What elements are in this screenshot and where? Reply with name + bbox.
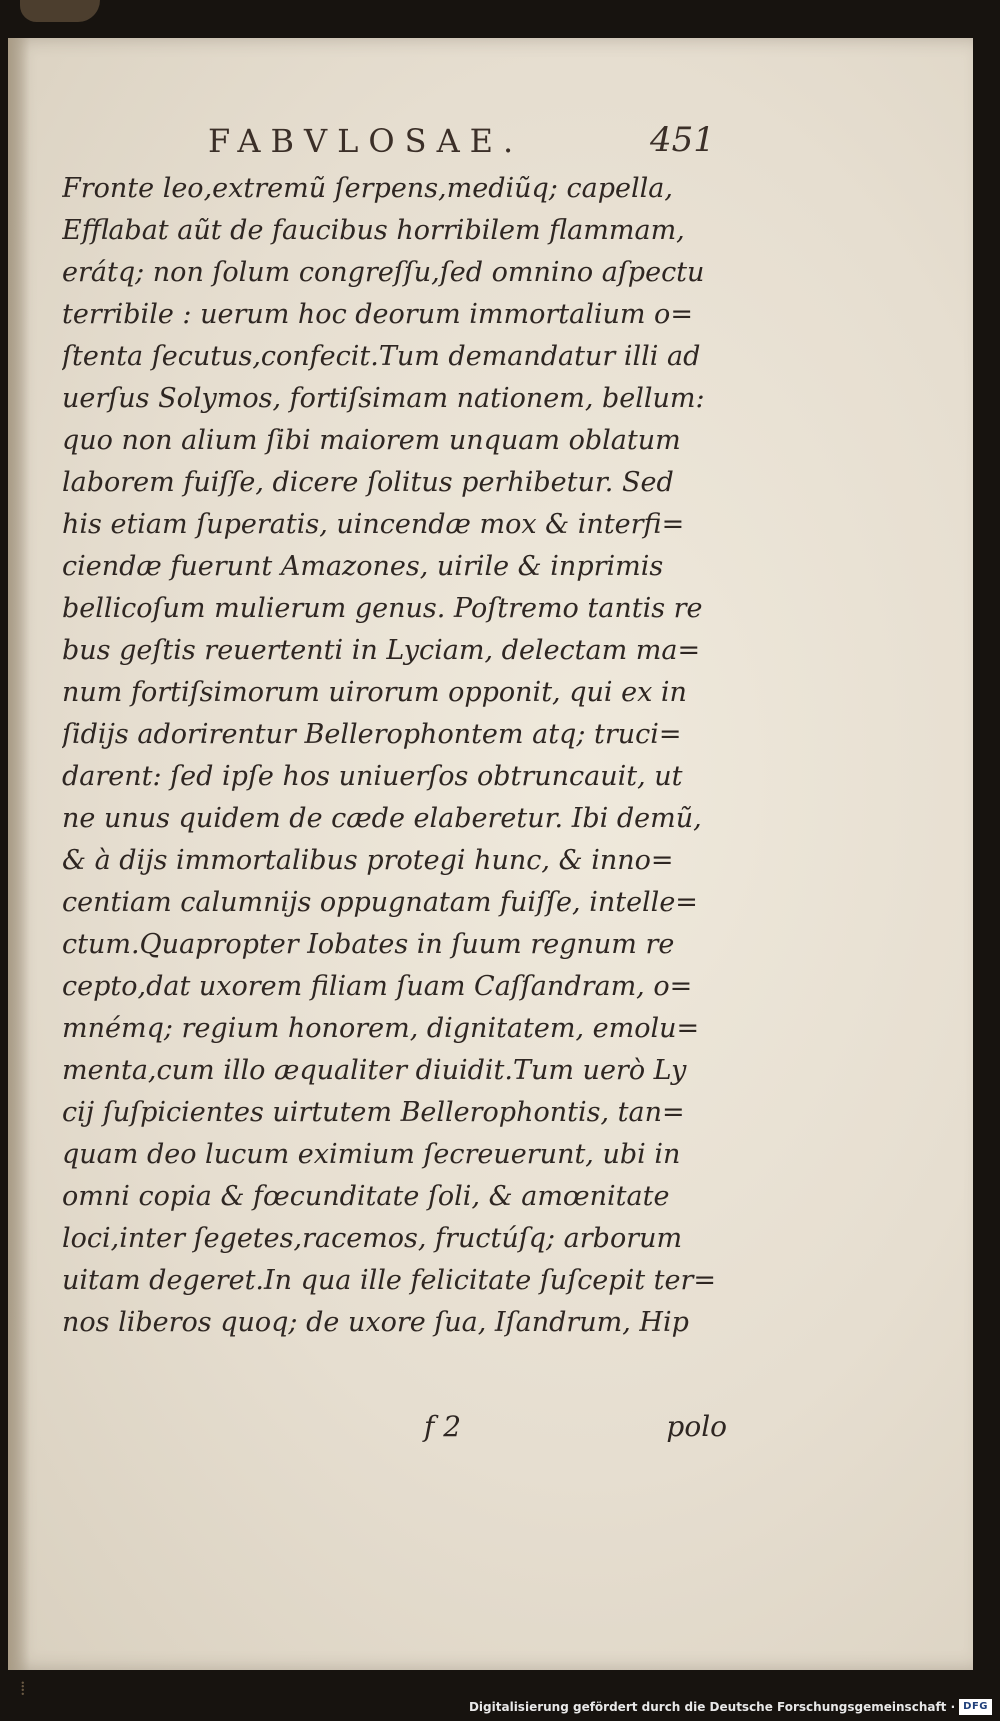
- text-line: ſtenta ſecutus,confecit.Tum demandatur illi ad: [62, 341, 701, 372]
- text-line: terribile : uerum hoc deorum immortalium o=: [62, 299, 693, 330]
- text-line: mnémq; regium honorem, dignitatem, emolu=: [62, 1013, 700, 1044]
- digitization-credit: [469, 1698, 992, 1716]
- text-line: Fronte leo,extremũ ſerpens,mediũq; capella,: [62, 173, 673, 204]
- text-line: laborem fuiſſe, dicere ſolitus perhibetur. Sed: [62, 467, 674, 498]
- text-line: ſidijs adorirentur Bellerophontem atq; truci=: [62, 719, 682, 750]
- page-number: 451: [650, 120, 715, 160]
- text-line: his etiam ſuperatis, uincendæ mox & interfi=: [62, 509, 685, 540]
- text-line: menta,cum illo æqualiter diuidit.Tum uerò Ly: [62, 1055, 687, 1086]
- text-line: cepto,dat uxorem filiam ſuam Caſſandram, o=: [62, 971, 693, 1002]
- text-line: nos liberos quoq; de uxore ſua, Iſandrum, Hip: [62, 1307, 689, 1338]
- text-line: uitam degeret.In qua ille felicitate ſuſcepit ter=: [62, 1265, 716, 1296]
- text-line: ciendæ fuerunt Amazones, uirile & inprimis: [62, 551, 664, 582]
- text-line: darent: ſed ipſe hos uniuerſos obtruncauit, ut: [62, 761, 683, 792]
- text-line: ne unus quidem de cæde elaberetur. Ibi demũ,: [62, 803, 702, 834]
- text-line: loci,inter ſegetes,racemos, fructúſq; arborum: [62, 1223, 683, 1254]
- book-page: [8, 38, 973, 1670]
- ink-blot: [20, 0, 100, 22]
- text-line: bellicoſum mulierum genus. Poſtremo tantis re: [62, 593, 703, 624]
- text-line: & à dijs immortalibus protegi hunc, & inno=: [62, 845, 674, 876]
- running-head: FABVLOSAE.: [208, 122, 524, 160]
- signature-line: [62, 1410, 727, 1452]
- credit-text: Digitalisierung gefördert durch die Deutsche Forschungsgemeinschaft ·: [468, 1700, 956, 1714]
- text-line: erátq; non ſolum congreſſu,ſed omnino aſpectu: [62, 257, 705, 288]
- text-line: num fortiſsimorum uirorum opponit, qui ex in: [62, 677, 687, 708]
- catchword: polo: [666, 1410, 727, 1443]
- text-line: Efflabat aũt de faucibus horribilem flammam,: [62, 215, 685, 246]
- text-block: [62, 168, 727, 1344]
- signature-mark: f 2: [424, 1410, 462, 1443]
- text-line: quo non alium ſibi maiorem unquam oblatum: [62, 425, 681, 456]
- dfg-logo: DFG: [959, 1699, 992, 1715]
- text-line: uerſus Solymos, fortiſsimam nationem, bellum:: [62, 383, 705, 414]
- text-line: quam deo lucum eximium ſecreuerunt, ubi in: [62, 1139, 681, 1170]
- text-line: bus geſtis reuertenti in Lyciam, delectam ma=: [62, 635, 701, 666]
- text-line: ctum.Quapropter Iobates in ſuum regnum re: [62, 929, 675, 960]
- page-edge-mark: ⁞: [20, 1676, 26, 1700]
- text-line: cij ſuſpicientes uirtutem Bellerophontis, tan=: [62, 1097, 685, 1128]
- page-spine-shadow: [8, 38, 30, 1670]
- text-line: omni copia & fœcunditate ſoli, & amœnitate: [62, 1181, 670, 1212]
- text-line: centiam calumnijs oppugnatam fuiſſe, intelle=: [62, 887, 698, 918]
